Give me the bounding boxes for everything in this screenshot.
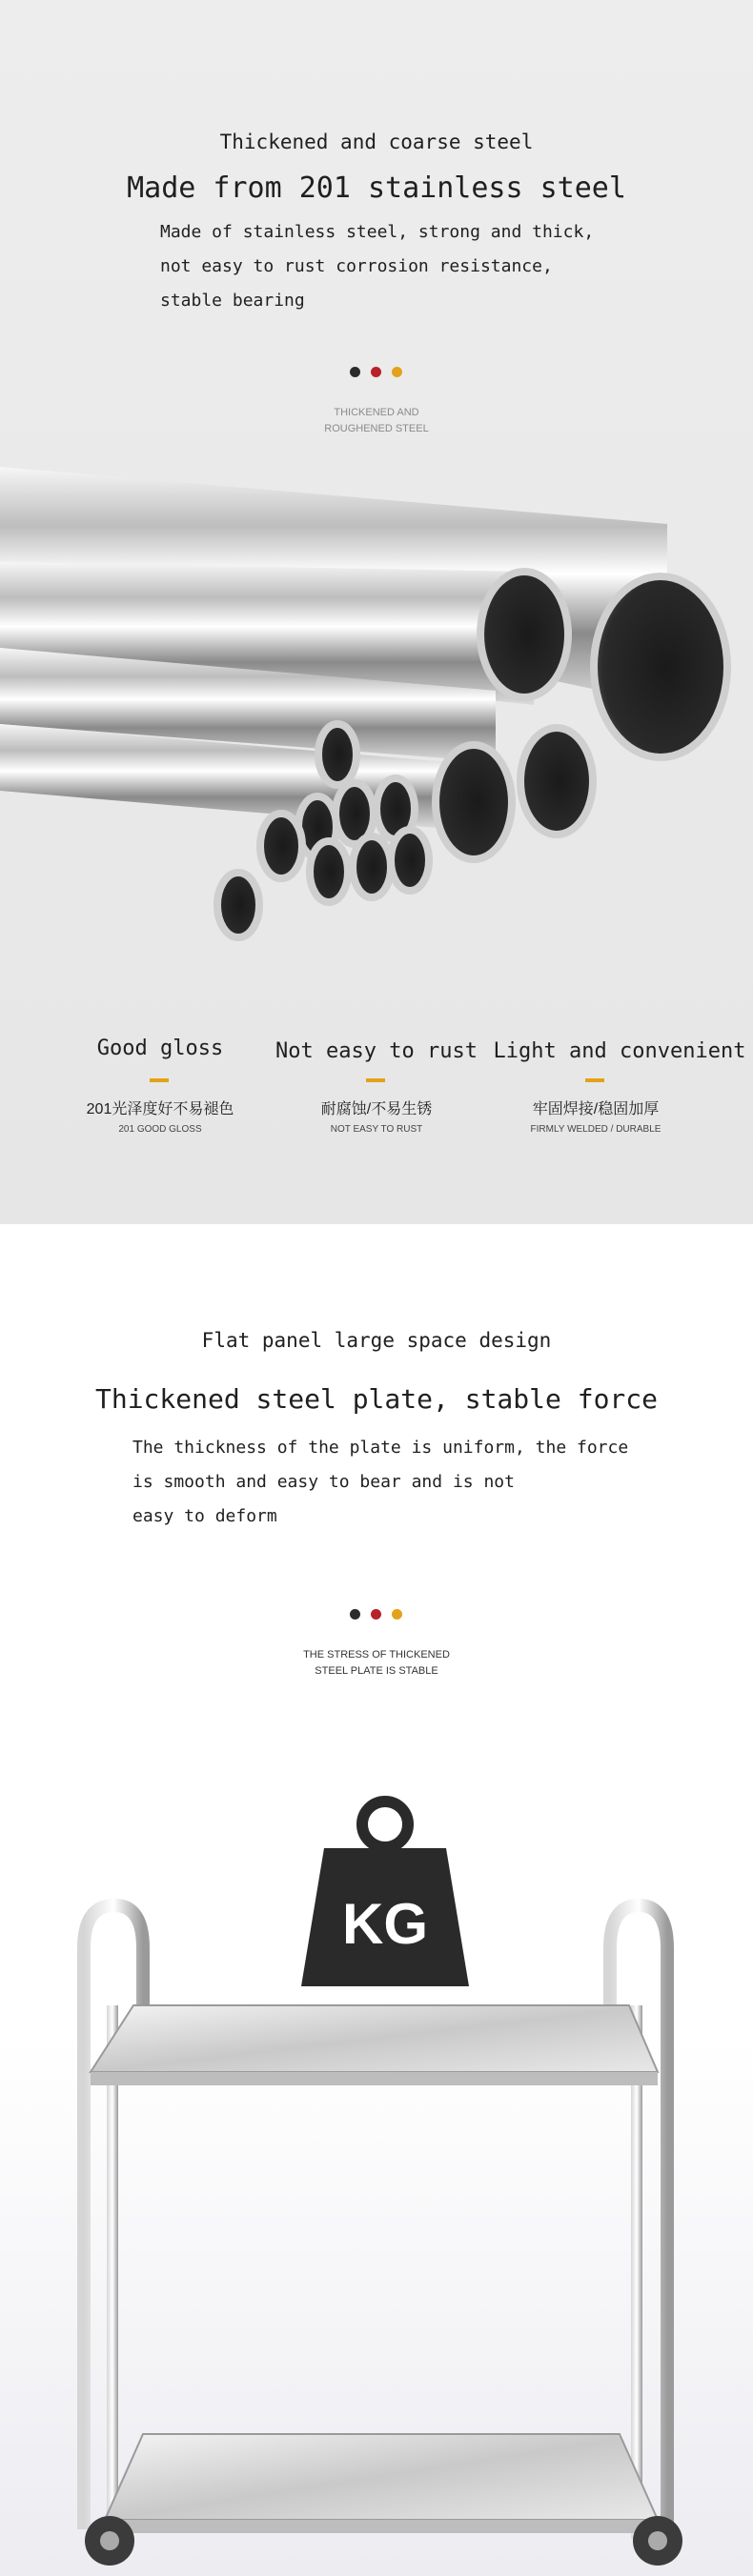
desc-line: stable bearing: [160, 291, 305, 311]
dot-red: [371, 1609, 381, 1620]
dot-yellow: [392, 1609, 402, 1620]
feature-title: Not easy to rust: [275, 1039, 478, 1063]
dot-black: [350, 1609, 360, 1620]
desc-line: easy to deform: [132, 1506, 277, 1526]
feature-small: FIRMLY WELDED / DURABLE: [530, 1124, 661, 1135]
feature-title: Good gloss: [96, 1036, 224, 1060]
desc-line: is smooth and easy to bear and is not: [132, 1472, 515, 1492]
feature-cn: 201光泽度好不易褪色: [86, 1101, 234, 1117]
desc-line: The thickness of the plate is uniform, the force: [132, 1438, 629, 1458]
section-title: Made from 201 stainless steel: [127, 171, 626, 205]
feature-cn: 牢固焊接/稳固加厚: [532, 1101, 660, 1117]
dot-black: [350, 367, 360, 377]
trolley-cart-image: [0, 1729, 753, 2567]
feature-divider: [150, 1078, 169, 1082]
feature-divider: [366, 1078, 385, 1082]
section-subtitle: Thickened and coarse steel: [219, 131, 534, 153]
feature-title: Light and convenient: [493, 1039, 746, 1063]
tag-line: STEEL PLATE IS STABLE: [315, 1665, 438, 1677]
section-title: Thickened steel plate, stable force: [94, 1383, 658, 1415]
steel-section: [0, 0, 753, 1224]
steel-plate-section: [0, 1224, 753, 2576]
tag-line: THE STRESS OF THICKENED: [303, 1649, 450, 1660]
feature-divider: [585, 1078, 604, 1082]
desc-line: Made of stainless steel, strong and thick,: [160, 222, 595, 242]
steel-pipes-image: [0, 448, 753, 981]
dot-red: [371, 367, 381, 377]
feature-small: 201 GOOD GLOSS: [118, 1124, 202, 1135]
weight-label: KG: [342, 1892, 428, 1956]
section-subtitle: Flat panel large space design: [201, 1329, 552, 1352]
dot-yellow: [392, 367, 402, 377]
desc-line: not easy to rust corrosion resistance,: [160, 256, 553, 276]
feature-small: NOT EASY TO RUST: [330, 1124, 423, 1135]
feature-cn: 耐腐蚀/不易生锈: [320, 1101, 433, 1117]
tag-line: ROUGHENED STEEL: [324, 423, 429, 434]
tag-line: THICKENED AND: [334, 407, 419, 418]
